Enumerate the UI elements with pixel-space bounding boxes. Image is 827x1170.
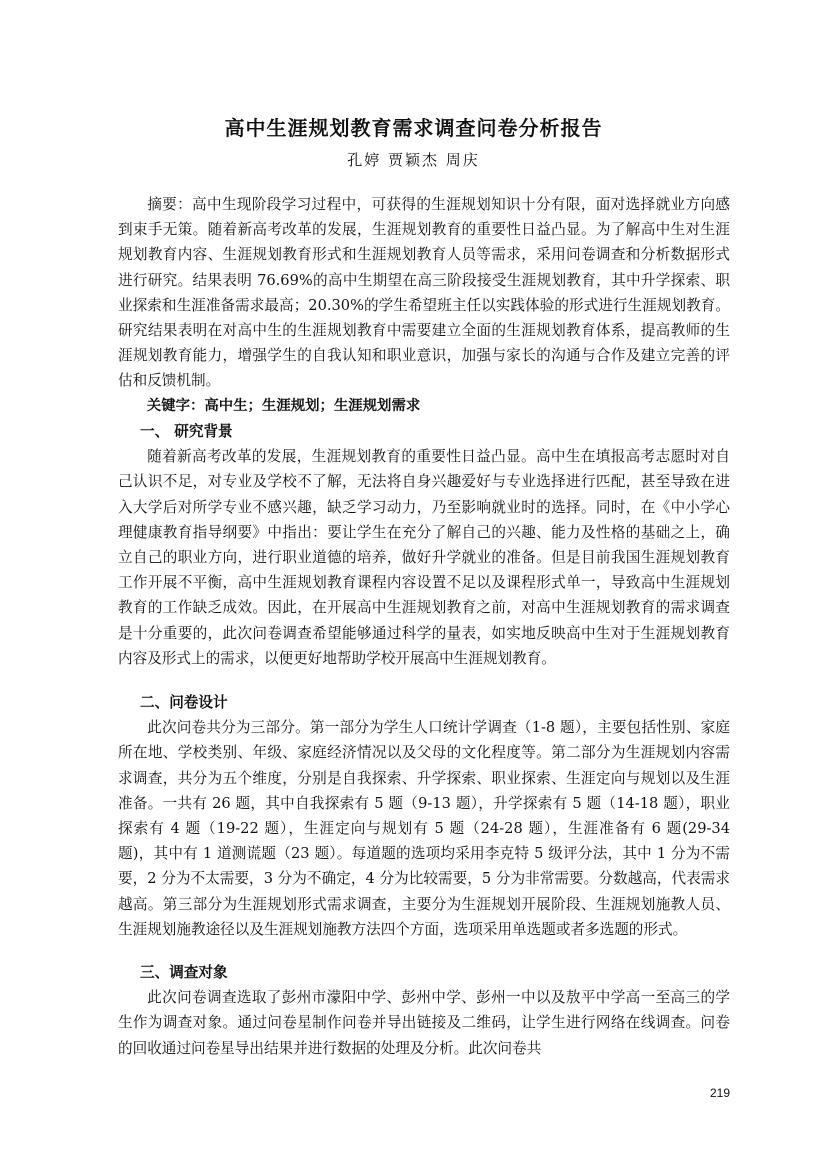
keywords-line: 关键字：高中生；生涯规划；生涯规划需求 <box>146 397 421 414</box>
section-paragraph: 随着新高考改革的发展，生涯规划教育的重要性日益凸显。高中生在填报高考志愿时对自己认识不足，对专业及学校不了解，无法将自身兴趣爱好与专业选择进行匹配，甚至导致在进入大学后对所学专业不感兴趣，缺乏学习动力，乃至影响就业时的选择。同时，在《中小学心理健康教育指导纲要》中指出：要让学生在充分了解自己的兴趣、能力及性格的基础之上，确立自己的职业方向，进行职业道德的培养，做好升学就业的准备。但是目前我国生涯规划教育工作开展不平衡，高中生涯规划教育课程内容设置不足以及课程形式单一，导致高中生涯规划教育的工作缺乏成效。因此，在开展高中生涯规划教育之前，对高中生涯规划教育的需求调查是十分重要的，此次问卷调查希望能够通过科学的量表，如实地反映高中生对于生涯规划教育内容及形式上的需求，以便更好地帮助学校开展高中生涯规划教育。 <box>118 448 730 667</box>
paper-title: 高中生涯规划教育需求调查问卷分析报告 <box>224 116 603 140</box>
section-paragraph: 此次问卷调查选取了彭州市濛阳中学、彭州中学、彭州一中以及敖平中学高一至高三的学生作为调查对象。通过问卷星制作问卷并导出链接及二维码，让学生进行网络在线调查。问卷的回收通过问卷星导出结果并进行数据的处理及分析。此次问卷共 <box>118 989 730 1057</box>
section-paragraph: 此次问卷共分为三部分。第一部分为学生人口统计学调查（1-8 题），主要包括性别、家庭所在地、学校类别、年级、家庭经济情况以及父母的文化程度等。第二部分为生涯规划内容需求调查，共分为五个维度，分别是自我探索、升学探索、职业探索、生涯定向与规划以及生涯准备。一共有 26 题，其中自我探索有 5 题（9-13 题），升学探索有 5 题（14-18 题），职业探索有 4 题（19-22 题），生涯定向与规划有 5 题（24-28 题），生涯准备有 6 题(29-34 题)，其中有 1 道测谎题（23 题）。每道题的选项均采用李克特 5 级评分法，其中 1 分为不需要，2 分为不太需要，3 分为不确定，4 分为比较需要，5 分为非常需要。分数越高，代表需求越高。第三部分为生涯规划形式需求调查，主要分为生涯规划开展阶段、生涯规划施教人员、生涯规划施教途径以及生涯规划施教方法四个方面，选项采用单选题或者多选题的形式。 <box>118 719 730 938</box>
section-heading: 一、 研究背景 <box>140 423 233 440</box>
section-heading: 三、调查对象 <box>140 964 228 981</box>
abstract-block <box>118 192 730 419</box>
page-number: 219 <box>709 1086 730 1100</box>
paper-authors: 孔婷 贾颖杰 周庆 <box>347 151 480 169</box>
section-heading: 二、问卷设计 <box>140 694 228 711</box>
section-research-background <box>118 419 730 671</box>
section-questionnaire-design <box>118 690 730 942</box>
abstract-text: 摘要：高中生现阶段学习过程中，可获得的生涯规划知识十分有限，面对选择就业方向感到束手无策。随着新高考改革的发展，生涯规划教育的重要性日益凸显。为了解高中生对生涯规划教育内容、生涯规划教育形式和生涯规划教育人员等需求，采用问卷调查和分析数据形式进行研究。结果表明 76.69%的高中生期望在高三阶段接受生涯规划教育，其中升学探索、职业探索和生涯准备需求最高；20.30%的学生希望班主任以实践体验的形式进行生涯规划教育。研究结果表明在对高中生的生涯规划教育中需要建立全面的生涯规划教育体系，提高教师的生涯规划教育能力，增强学生的自我认知和职业意识，加强与家长的沟通与合作及建立完善的评估和反馈机制。 <box>118 196 730 390</box>
section-survey-subjects <box>118 960 730 1061</box>
